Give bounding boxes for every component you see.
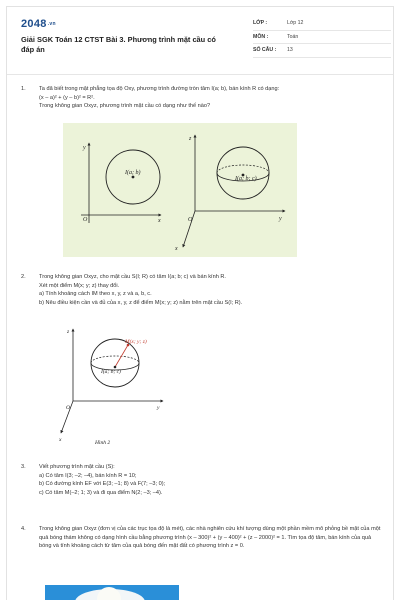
axis-y-label: y: [157, 405, 160, 411]
axis-x-label-3d: x: [175, 246, 178, 252]
figure-circle-and-sphere: [63, 123, 297, 257]
question-number: 4.: [21, 526, 26, 532]
axis-z-label: z: [189, 136, 192, 142]
question-line: a) Tính khoảng cách IM theo x, y, z và a, b, c.: [39, 291, 152, 298]
meta-label: MÔN :: [253, 33, 269, 40]
meta-value: Lớp 12: [287, 20, 304, 27]
figure-2-svg: [59, 323, 169, 447]
site-logo[interactable]: 2048.vn: [21, 18, 56, 30]
figure-1-svg: [63, 123, 297, 257]
axis-x-label: x: [59, 437, 62, 443]
point-m-label: M(x; y; z): [125, 339, 147, 345]
question-2: [21, 273, 379, 307]
center-point: [132, 176, 135, 179]
meta-row-subject: [253, 31, 391, 45]
question-1: [21, 85, 379, 111]
sphere-center-label: I(a; b; c): [235, 176, 257, 182]
meta-value: Toán: [287, 33, 299, 40]
document-page: [6, 6, 394, 600]
meta-row-grade: [253, 17, 391, 31]
question-line: Xét một điểm M(x; y; z) thay đổi.: [39, 282, 120, 289]
axis-x-label: x: [158, 218, 161, 224]
question-line: c) Có tâm M(–2; 1; 3) và đi qua điểm N(2; –3; –4).: [39, 489, 163, 496]
sphere-equator-back: [91, 356, 139, 363]
question-line: Viết phương trình mặt cầu (S):: [39, 464, 115, 470]
meta-table: [253, 17, 391, 58]
question-body: [39, 85, 379, 111]
question-3: [21, 463, 379, 497]
question-line: (x – a)² + (y – b)² = R².: [39, 94, 95, 101]
origin-label: O: [83, 217, 88, 223]
question-line: b) Có đường kính EF với E(3; –1; 8) và F(7; –3; 0);: [39, 481, 166, 488]
meta-label: LỚP :: [253, 20, 268, 27]
balloon-photo: [45, 585, 179, 600]
question-line: b) Nêu điều kiện cần và đủ của x, y, z để điểm M(x; y; z) nằm trên mặt cầu S(I; R).: [39, 299, 243, 306]
question-number: 3.: [21, 464, 26, 470]
origin-label: O: [66, 405, 70, 411]
origin-label-3d: O: [188, 217, 193, 223]
question-line: a) Có tâm I(3; –2; –4), bán kính R = 10;: [39, 472, 137, 479]
axis-y-label: y: [83, 145, 86, 151]
figure-caption: Hình 2: [95, 440, 111, 446]
page-title: Giải SGK Toán 12 CTST Bài 3. Phương trình mặt cầu có đáp án: [21, 35, 216, 54]
page-header: [7, 7, 393, 63]
axis-z-label: z: [67, 329, 70, 335]
meta-row-count: [253, 44, 391, 58]
meta-label: SỐ CÂU :: [253, 47, 277, 54]
figure-2: [59, 323, 169, 447]
question-body: [39, 273, 379, 307]
header-divider: [7, 74, 393, 75]
center-point: [114, 366, 117, 369]
sphere-outline: [91, 339, 139, 387]
question-paragraph: Trong không gian Oxyz (đơn vị của các trục tọa độ là mét), các nhà nghiên cứu khí tượng dùng một phần mềm mô phỏng bề mặt của một quả bóng thám không có dạng hình cầu bằng phương trình (x – 300)² + (y – 400)² + (z – 2000)² = 1. Tìm tọa độ tâm, bán kính của quả bóng và tính khoảng cách từ tâm của quả bóng đến mặt đất có phương trình z = 0.: [39, 526, 381, 550]
question-line: Trong không gian Oxyz, phương trình mặt cầu có dạng như thế nào?: [39, 103, 211, 110]
question-line: Trong không gian Oxyz, cho mặt cầu S(I; R) có tâm I(a; b; c) và bán kính R.: [39, 274, 226, 280]
sphere-outline: [217, 147, 269, 199]
axis-y-label-3d: y: [279, 216, 282, 222]
question-body: [39, 463, 379, 497]
question-number: 1.: [21, 86, 26, 92]
question-number: 2.: [21, 274, 26, 280]
sphere-equator-back: [217, 165, 269, 173]
center-label: I(a; b; c): [101, 369, 121, 375]
question-line: Ta đã biết trong mặt phẳng tọa độ Oxy, phương trình đường tròn tâm I(a; b), bán kính R có dạng:: [39, 86, 280, 92]
question-body: [39, 525, 379, 551]
circle-center-label: I(a; b): [125, 170, 141, 176]
meta-value: 13: [287, 47, 293, 54]
logo-suffix: .vn: [47, 21, 56, 28]
question-4: [21, 525, 379, 551]
